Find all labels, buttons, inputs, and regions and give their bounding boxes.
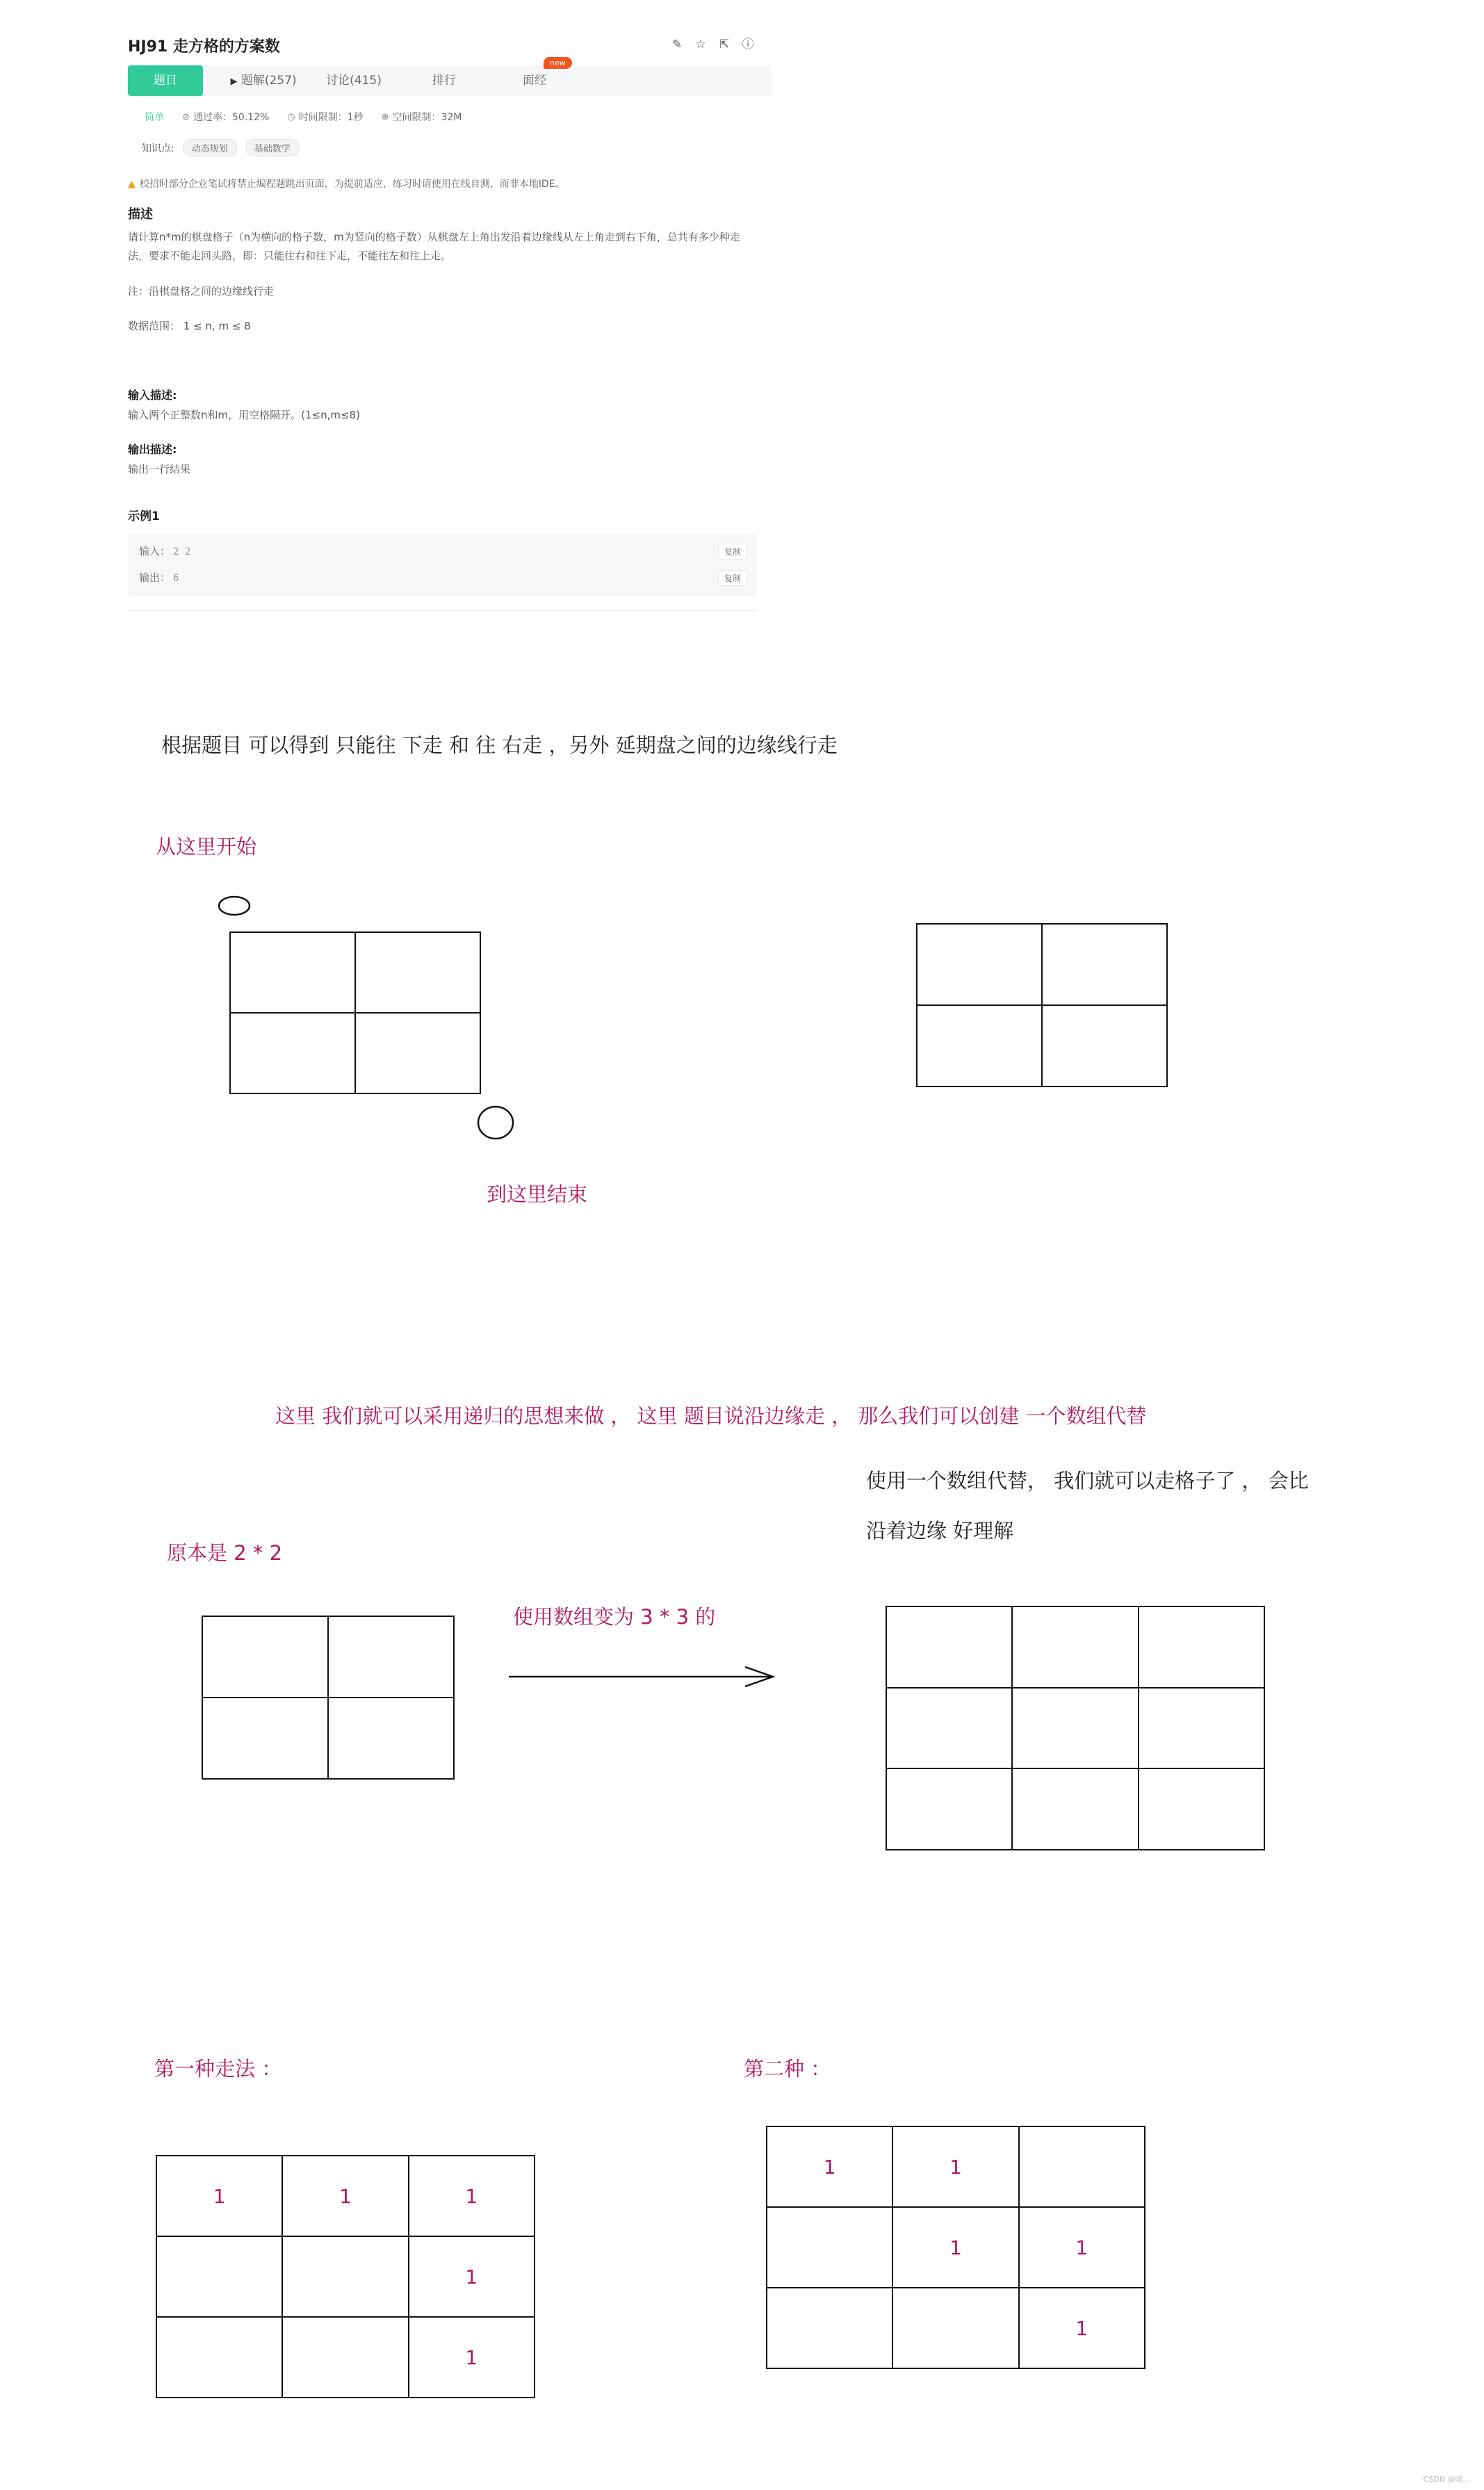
tab-solutions-label: 题解(257) <box>240 74 297 88</box>
note-text: 注：沿棋盘格之间的边缘线行走 <box>128 285 275 298</box>
grid-first-path <box>156 2155 535 2398</box>
grid-cell <box>1042 1005 1167 1087</box>
time-limit-text: 时间限制：1秒 <box>298 112 364 123</box>
first-path-label: 第一种走法 ： <box>154 2057 282 2081</box>
end-marker-circle <box>478 1107 513 1139</box>
star-icon[interactable]: ☆ <box>695 38 706 51</box>
path-cell: 1 <box>156 2156 282 2236</box>
arrow-label: 使用数组变为 3 * 3 的 <box>513 1605 716 1629</box>
path-cell: 1 <box>409 2156 535 2236</box>
path-cell <box>767 2288 892 2368</box>
tab-discussion[interactable]: 讨论(415) <box>326 74 382 88</box>
grid-cell <box>917 924 1042 1005</box>
path-cell <box>156 2317 282 2398</box>
copy-output-button[interactable]: 复制 <box>718 570 747 586</box>
tags-label: 知识点: <box>142 143 174 154</box>
video-icon: ▶ <box>230 76 238 87</box>
grid-cell <box>230 1013 355 1093</box>
warning-text: 校招时部分企业笔试将禁止编程题跳出页面，为提前适应，练习时请使用在线自测，而非本地IDE。 <box>139 179 565 190</box>
grid-cell <box>1139 1606 1264 1688</box>
recursion-note: 这里 我们就可以采用递归的思想来做 ， 这里 题目说沿边缘走 ， 那么我们可以创建 一个数组代替 <box>275 1404 1147 1428</box>
tag-dp[interactable]: 动态规划 <box>183 139 237 156</box>
grid-cell <box>1012 1768 1138 1850</box>
info-icon[interactable]: ⓘ <box>742 38 754 51</box>
path-cell <box>282 2317 408 2398</box>
grid-cell <box>230 932 355 1013</box>
start-marker-ellipse <box>219 897 250 915</box>
example-output <box>139 570 179 585</box>
knowledge-tags <box>142 139 300 156</box>
transform-arrow <box>506 1663 778 1691</box>
example-input-label: 输入： <box>139 545 171 558</box>
example-heading: 示例1 <box>128 510 160 523</box>
path-cell: 1 <box>409 2317 535 2398</box>
example-output-value: 6 <box>173 573 179 584</box>
start-label: 从这里开始 <box>156 835 257 859</box>
grid-second-path <box>766 2126 1145 2369</box>
path-cell <box>282 2236 408 2317</box>
pass-rate-text: 通过率：50.12% <box>193 112 270 123</box>
grid-cell <box>1042 924 1167 1005</box>
clock-icon: ◷ <box>287 111 295 122</box>
tag-math[interactable]: 基础数学 <box>245 139 300 156</box>
share-icon[interactable]: ⇱ <box>719 38 730 51</box>
example-output-label: 输出： <box>139 571 171 584</box>
example-input-value: 2 2 <box>173 546 191 558</box>
path-cell: 1 <box>409 2236 535 2317</box>
end-label: 到这里结束 <box>487 1182 588 1206</box>
grid-2x2-start <box>229 931 481 1094</box>
input-text: 输入两个正整数n和m，用空格隔开。(1≤n,m≤8) <box>128 409 360 421</box>
example-input <box>139 544 190 558</box>
grid-cell <box>355 1013 480 1093</box>
check-circle-icon: ⊘ <box>182 111 190 122</box>
time-limit <box>287 110 363 124</box>
path-cell: 1 <box>1019 2207 1145 2288</box>
pass-rate <box>182 110 269 124</box>
original-size-note: 原本是 2 * 2 <box>167 1541 283 1565</box>
description-heading: 描述 <box>128 207 153 222</box>
title-toolbar <box>670 38 755 51</box>
tab-solutions[interactable] <box>218 65 309 96</box>
array-note-line-2: 沿着边缘 好理解 <box>866 1519 1014 1543</box>
grid-2x2-plain <box>916 923 1168 1087</box>
grid-2x2-original <box>202 1616 455 1780</box>
problem-panel <box>128 28 772 612</box>
grid-cell <box>202 1616 328 1698</box>
note-line-1: 根据题目 可以得到 只能往 下走 和 往 右走 ，另外 延期盘之间的边缘线行走 <box>161 733 838 757</box>
grid-cell <box>1139 1768 1264 1850</box>
second-path-label: 第二种 ： <box>744 2057 831 2081</box>
path-cell: 1 <box>767 2126 892 2207</box>
problem-meta <box>145 110 462 124</box>
problem-title: HJ91 走方格的方案数 <box>128 38 280 56</box>
grid-cell <box>328 1698 454 1779</box>
grid-cell <box>886 1768 1012 1850</box>
grid-cell <box>886 1606 1012 1688</box>
output-heading: 输出描述: <box>128 443 177 456</box>
grid-cell <box>328 1616 454 1698</box>
grid-cell <box>1012 1606 1138 1688</box>
grid-cell <box>917 1005 1042 1087</box>
edit-icon[interactable]: ✎ <box>671 38 683 51</box>
grid-cell <box>886 1688 1012 1769</box>
grid-cell <box>202 1698 328 1779</box>
path-cell <box>892 2288 1018 2368</box>
path-cell: 1 <box>892 2126 1018 2207</box>
grid-cell <box>1012 1688 1138 1769</box>
output-text: 输出一行结果 <box>128 463 191 475</box>
globe-icon: ⊕ <box>381 111 389 122</box>
copy-input-button[interactable]: 复制 <box>718 544 747 560</box>
problem-tabs <box>128 65 772 96</box>
path-cell <box>156 2236 282 2317</box>
path-cell: 1 <box>1019 2288 1145 2368</box>
tab-ranking[interactable]: 排行 <box>432 74 456 88</box>
grid-cell <box>355 932 480 1013</box>
warning-notice <box>128 177 565 190</box>
difficulty-label: 简单 <box>145 112 164 123</box>
path-cell <box>1019 2126 1145 2207</box>
path-cell: 1 <box>282 2156 408 2236</box>
example-box <box>128 534 757 596</box>
path-cell: 1 <box>892 2207 1018 2288</box>
path-cell <box>767 2207 892 2288</box>
space-limit-text: 空间限制：32M <box>392 112 462 123</box>
grid-3x3-array <box>886 1606 1265 1850</box>
tab-problem[interactable]: 题目 <box>128 65 203 96</box>
divider <box>128 610 757 611</box>
watermark: CSDN @暖... <box>1423 2475 1470 2484</box>
space-limit <box>382 110 462 124</box>
tab-interview[interactable]: 面经 <box>523 74 546 88</box>
description-text: 请计算n*m的棋盘格子（n为横向的格子数，m为竖向的格子数）从棋盘左上角出发沿着边缘线从左上角走到右下角，总共有多少种走法，要求不能走回头路，即：只能往右和往下走，不能往左和往上走。 <box>128 231 740 262</box>
array-note-line-1: 使用一个数组代替， 我们就可以走格子了 ， 会比 <box>866 1469 1309 1492</box>
new-badge: new <box>544 57 572 69</box>
warning-icon: ▲ <box>128 179 136 190</box>
grid-cell <box>1139 1688 1264 1769</box>
data-range: 数据范围： 1 ≤ n, m ≤ 8 <box>128 320 251 332</box>
input-heading: 输入描述: <box>128 389 177 402</box>
